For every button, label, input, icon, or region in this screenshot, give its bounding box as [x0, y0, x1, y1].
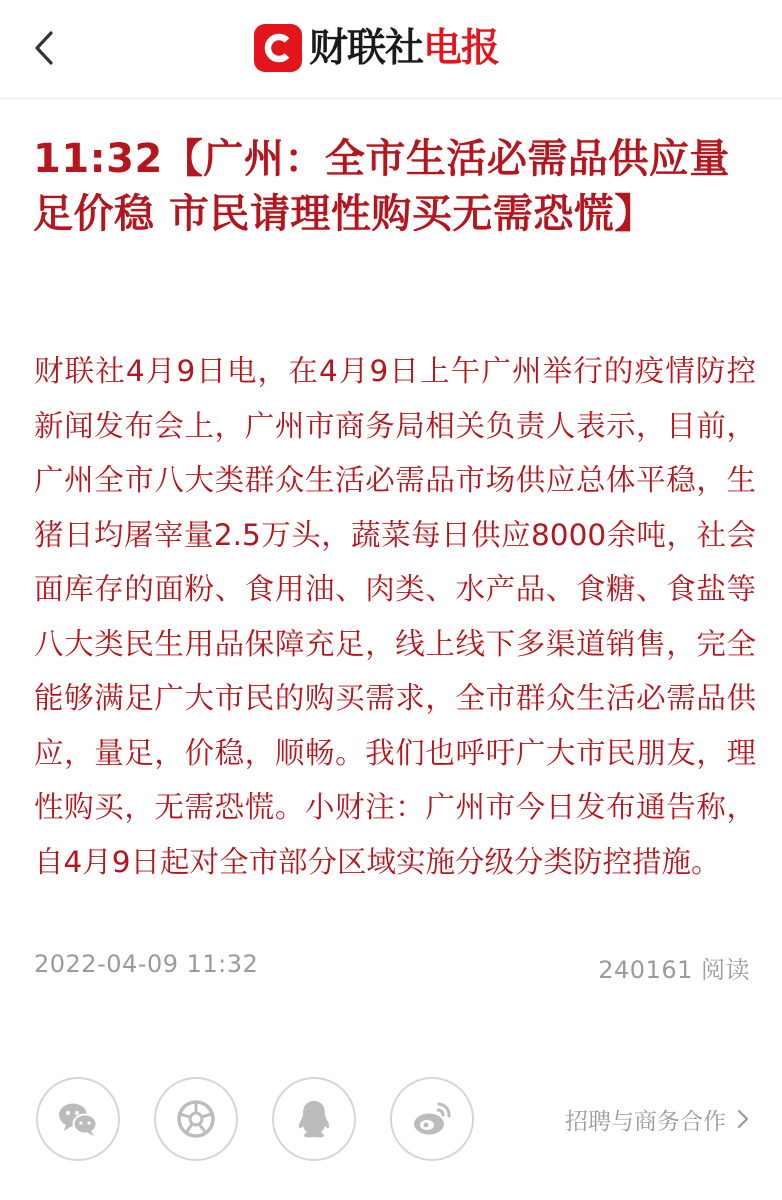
publish-date: 2022-04-09 11:32: [34, 950, 259, 978]
share-bar: [36, 1073, 508, 1165]
brand-accent: 电报: [423, 25, 500, 71]
brand-logo-mark: [254, 24, 302, 72]
chevron-right-icon: [736, 1108, 750, 1130]
back-button[interactable]: [22, 24, 70, 72]
brand-name: 财联社: [309, 25, 424, 71]
share-moments-button[interactable]: [154, 1077, 238, 1161]
read-count: 240161 阅读: [598, 956, 750, 984]
brand-logo: [254, 20, 499, 76]
business-link-label: 招聘与商务合作: [565, 1108, 726, 1135]
app-header: [0, 0, 782, 99]
qq-icon: [290, 1095, 338, 1143]
article-body: 财联社4月9日电，在4月9日上午广州举行的疫情防控新闻发布会上，广州市商务局相关负责人表示，目前，广州全市八大类群众生活必需品市场供应总体平稳，生猪日均屠宰量2.5万头，蔬菜每日供应8000余吨，社会面库存的面粉、食用油、肉类、水产品、食糖、食盐等八大类民生用品保障充足，线上线下多渠道销售，完全能够满足广大市民的购买需求，全市群众生活必需品供应，量足，价稳，顺畅。我们也呼吁广大市民朋友，理性购买，无需恐慌。小财注：广州市今日发布通告称，自4月9日起对全市部分区域实施分级分类防控措施。: [34, 354, 756, 879]
chevron-left-icon: [22, 24, 70, 72]
brand-c-icon: [260, 30, 296, 66]
share-wechat-button[interactable]: [36, 1077, 120, 1161]
share-qq-button[interactable]: [272, 1077, 356, 1161]
moments-icon: [172, 1095, 220, 1143]
weibo-icon: [408, 1095, 456, 1143]
share-weibo-button[interactable]: [390, 1077, 474, 1161]
wechat-icon: [54, 1095, 102, 1143]
business-cooperation-link[interactable]: [565, 1101, 750, 1137]
article-title: 11:32【广州：全市生活必需品供应量足价稳 市民请理性购买无需恐慌】: [33, 136, 730, 237]
